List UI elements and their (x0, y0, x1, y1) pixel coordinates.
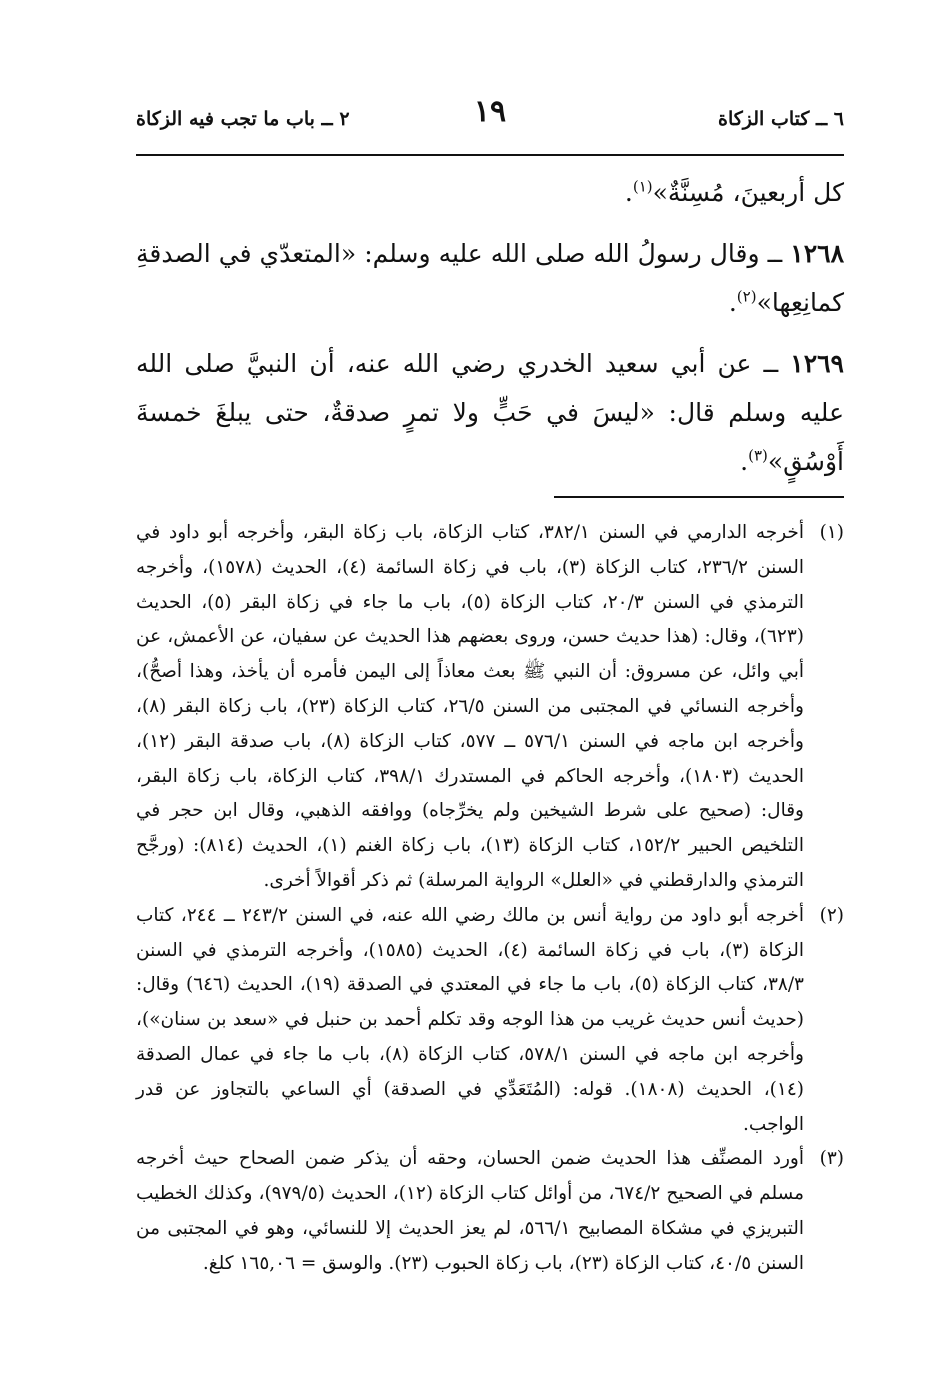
footnote-number: (٣) (819, 1148, 844, 1170)
header-rule (136, 154, 844, 156)
main-text (136, 168, 844, 486)
continuation-paragraph: كل أربعينَ، مُسِنَّةٌ»$^{(١)}$. (624, 177, 844, 207)
footnote-ref: (٣) (748, 446, 768, 465)
hadith-text: ــ وقال رسولُ الله صلى الله عليه وسلم: «المتعدّي في الصدقةِ كمانِعِها» (136, 239, 844, 317)
footnote-3 (136, 1142, 844, 1281)
page-number: ١٩ (473, 94, 507, 129)
footnote-1 (136, 516, 844, 899)
hadith-text: ــ عن أبي سعيد الخدري رضي الله عنه، أن النبيَّ صلى الله عليه وسلم قال: «ليسَ في حَبٍّ ولا تمرٍ صدقةٌ، حتى يبلغَ خمسةَ أَوْسُقٍ» (136, 349, 844, 476)
page-header (136, 88, 844, 144)
footnote-text: أخرجه أبو داود من رواية أنس بن مالك رضي الله عنه، في السنن ٢٤٣/٢ ــ ٢٤٤، كتاب الزكاة (٣)، باب في زكاة السائمة (٤)، الحديث (١٥٨٥)، وأخرجه الترمذي في السنن ٣٨/٣، كتاب الزكاة (٥)، باب ما جاء في المعتدي في الصدقة (١٩)، الحديث (٦٤٦) وقال: (حديث أنس حديث غريب من هذا الوجه وقد تكلم أحمد بن حنبل في «سعد بن سنان»)، وأخرجه ابن ماجه في السنن ٥٧٨/١، كتاب الزكاة (٨)، باب ما جاء في عمال الصدقة (١٤)، الحديث (١٨٠٨). قوله: (المُتَعَدِّي في الصدقة) أي الساعي بالتجاوز عن قدر الواجب. (136, 904, 804, 1135)
footnote-text: أورد المصنِّف هذا الحديث ضمن الحسان، وحقه أن يذكر ضمن الصحاح حيث أخرجه مسلم في الصحيح ٦٧٤/٢، من أوائل كتاب الزكاة (١٢)، الحديث (٩٧٩/٥)، وكذلك الخطيب التبريزي في مشكاة المصابيح ٥٦٦/١، لم يعز الحديث إلا للنسائي، وهو في المجتبى من السنن ٤٠/٥، كتاب الزكاة (٢٣)، باب زكاة الحبوب (٢٣). والوسق = ١٦٥,٠٦ كلغ. (136, 1148, 804, 1274)
section-title: ٢ ــ باب ما تجب فيه الزكاة (136, 108, 350, 130)
footnotes (136, 516, 844, 1282)
hadith-number: ١٢٦٨ (790, 239, 844, 268)
footnote-ref: (١) (632, 177, 653, 196)
footnote-separator (554, 496, 844, 498)
hadith-number: ١٢٦٩ (790, 349, 844, 378)
chapter-title: ٦ ــ كتاب الزكاة (718, 108, 844, 130)
hadith-paragraph-1268: ١٢٦٨ ــ وقال رسولُ الله صلى الله عليه وسلم: «المتعدّي في الصدقةِ كمانِعِها»$^{(٢)}$. (136, 239, 844, 317)
footnote-ref: (٢) (736, 287, 757, 306)
hadith-paragraph-1269: ١٢٦٩ ــ عن أبي سعيد الخدري رضي الله عنه، أن النبيَّ صلى الله عليه وسلم قال: «ليسَ في حَبٍّ ولا تمرٍ صدقةٌ، حتى يبلغَ خمسةَ أَوْسُقٍ»$^{(٣)}$. (136, 349, 844, 476)
footnote-number: (٢) (819, 904, 844, 926)
footnote-number: (١) (819, 522, 844, 543)
book-page (136, 88, 844, 1282)
footnote-2 (136, 899, 844, 1143)
continuation-text: كل أربعينَ، مُسِنَّةٌ» (652, 178, 844, 207)
footnote-text: أخرجه الدارمي في السنن ٣٨٢/١، كتاب الزكاة، باب زكاة البقر، وأخرجه أبو داود في السنن ٢٣٦/٢، كتاب الزكاة (٣)، باب في زكاة السائمة (٤)، الحديث (١٥٧٨)، وأخرجه الترمذي في السنن ٢٠/٣، كتاب الزكاة (٥)، باب ما جاء في زكاة البقر (٥)، الحديث (٦٢٣)، وقال: (هذا حديث حسن، وروى بعضهم هذا الحديث عن سفيان، عن الأعمش، عن أبي وائل، عن مسروق: أن النبي ﷺ بعث معاذاً إلى اليمن فأمره أن يأخذ، وهذا أصحُّ)، وأخرجه النسائي في المجتبى من السنن ٢٦/٥، كتاب الزكاة (٢٣)، باب زكاة البقر (٨)، وأخرجه ابن ماجه في السنن ٥٧٦/١ ــ ٥٧٧، كتاب الزكاة (٨)، باب صدقة البقر (١٢)، الحديث (١٨٠٣)، وأخرجه الحاكم في المستدرك ٣٩٨/١، كتاب الزكاة، باب زكاة البقر، وقال: (صحيح على شرط الشيخين ولم يخرِّجاه) ووافقه الذهبي، وقال ابن حجر في التلخيص الحبير ١٥٢/٢، كتاب الزكاة (١٣)، باب زكاة الغنم (١)، الحديث (٨١٤): (ورجَّح الترمذي والدارقطني في «العلل» الرواية المرسلة) ثم ذكر أقوالاً أخرى. (136, 522, 805, 891)
